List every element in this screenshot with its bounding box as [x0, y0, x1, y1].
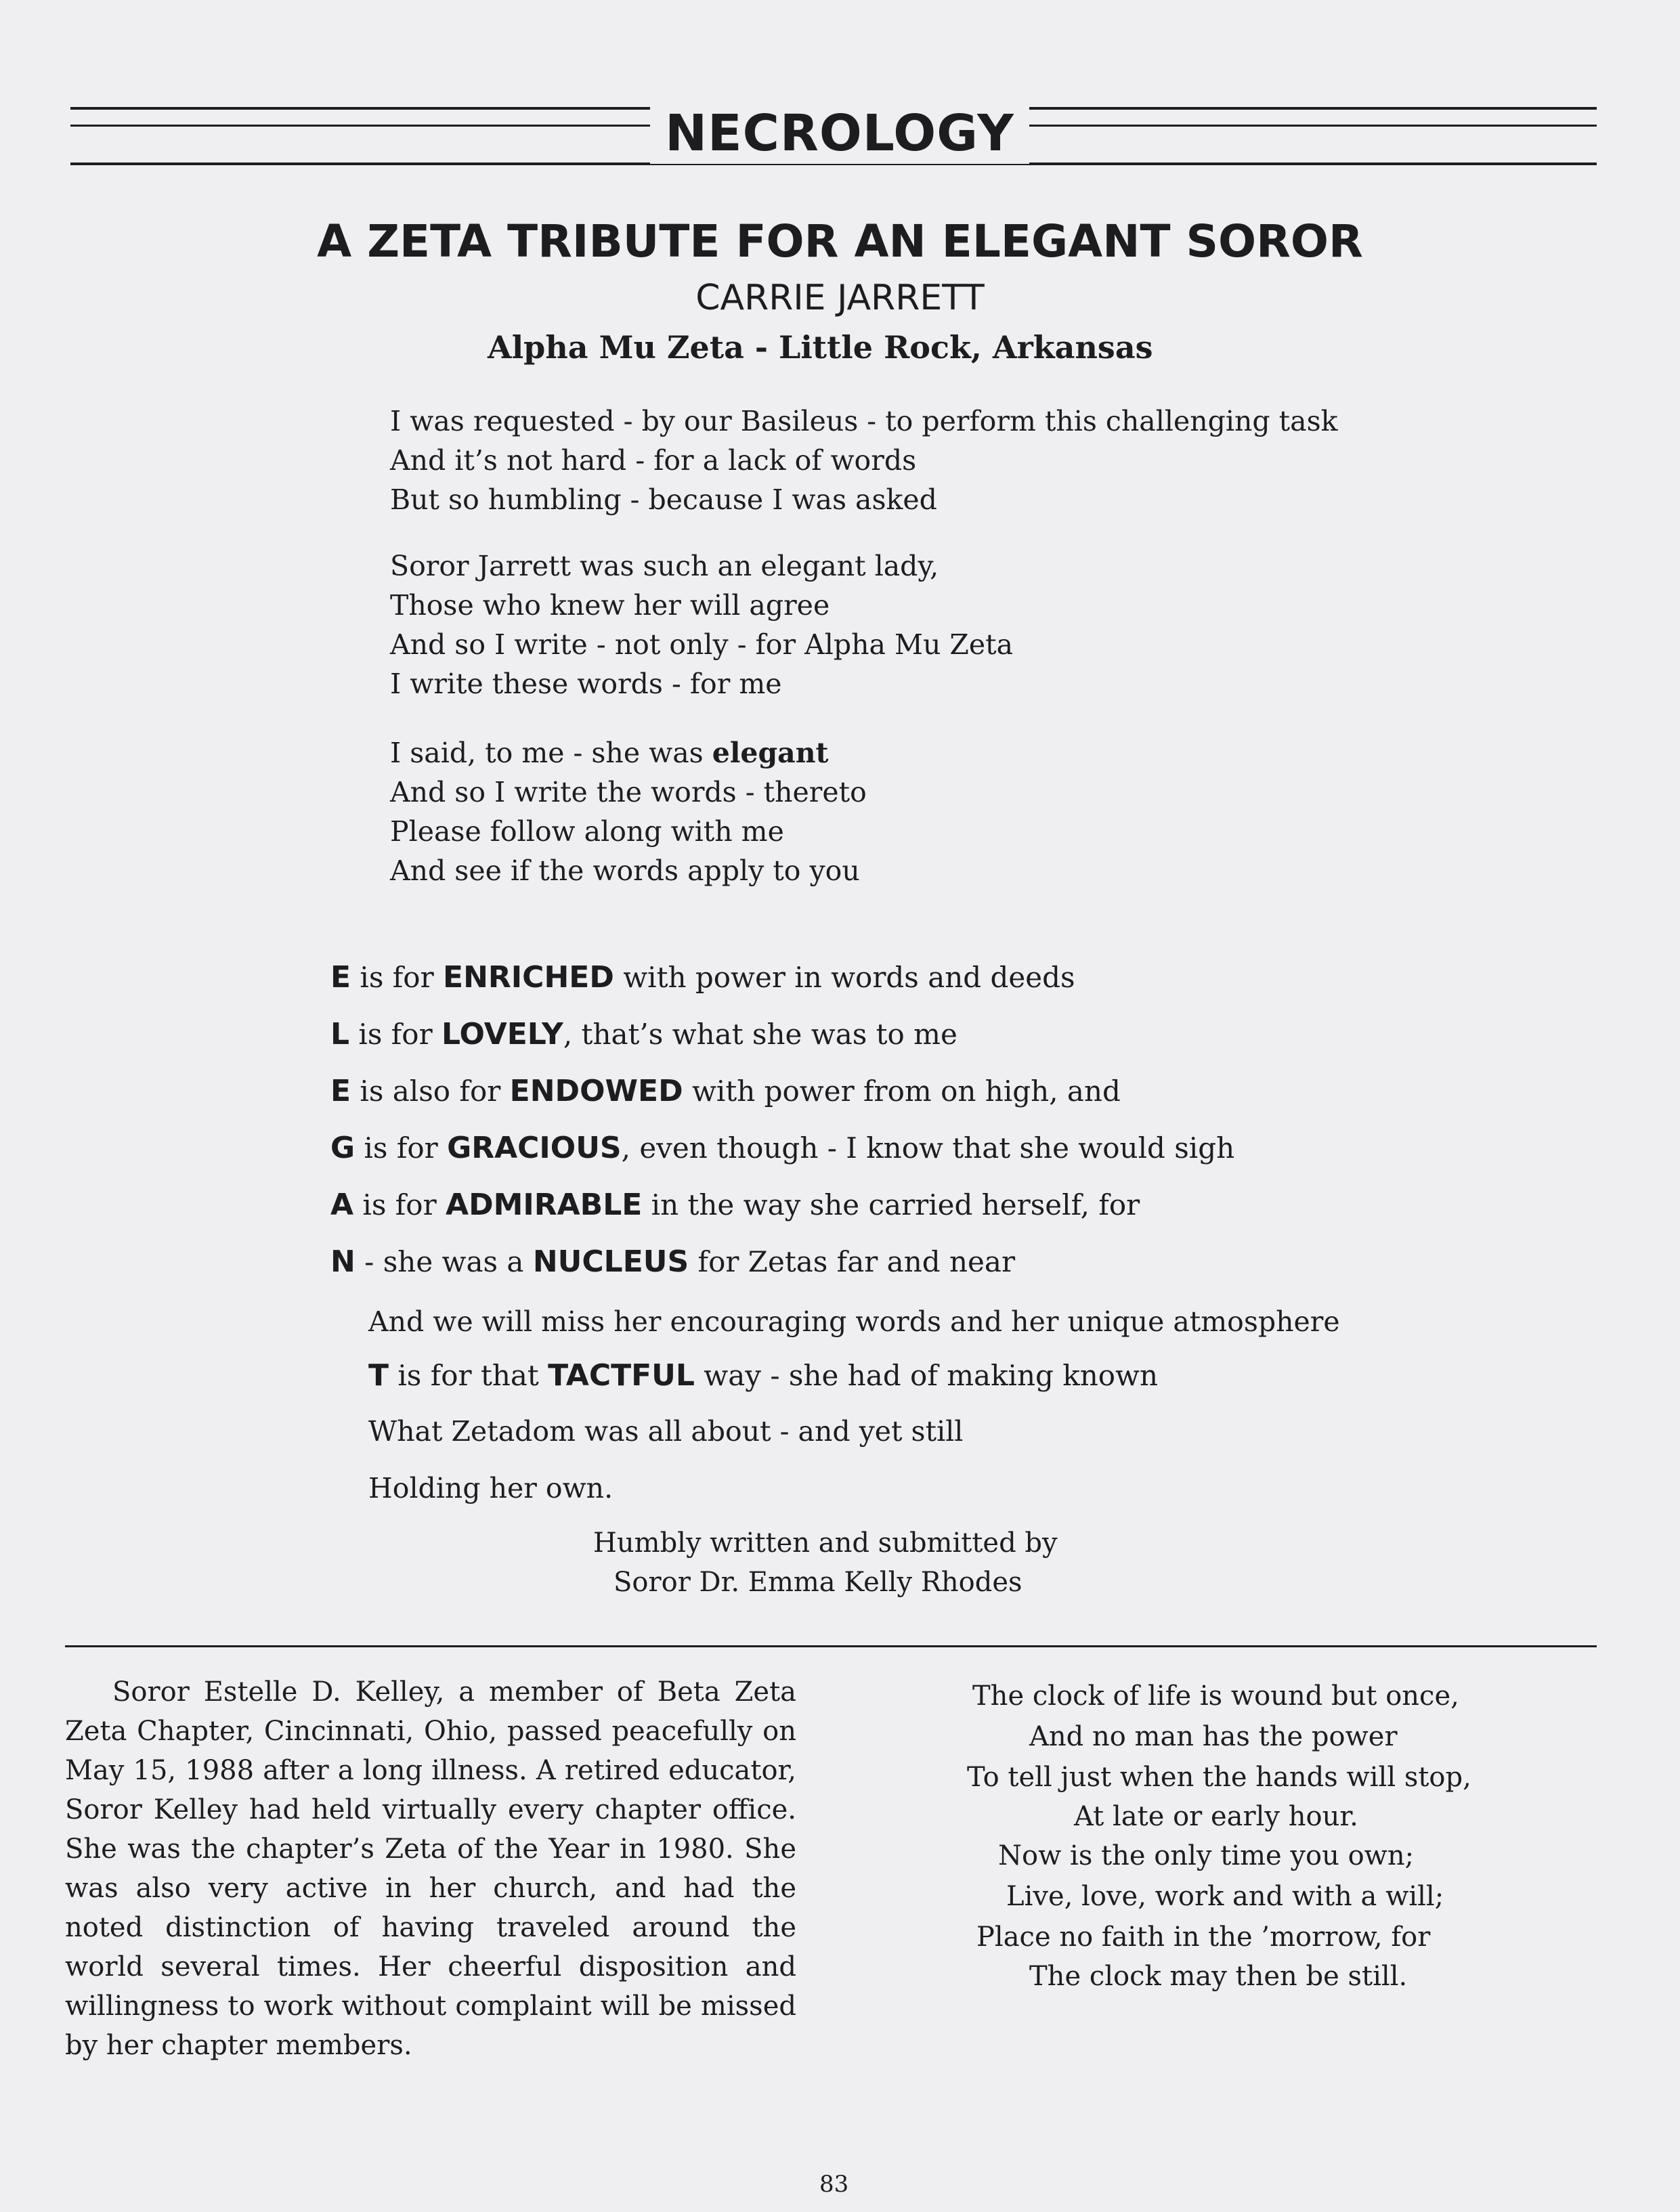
acrostic-text: , that’s what she was to me [563, 1018, 957, 1051]
acrostic-text: , even though - I know that she would sigh [621, 1131, 1235, 1165]
poem-line: I write these words - for me [390, 668, 782, 700]
acrostic-word: ENRICHED [443, 960, 614, 995]
acrostic-word: LOVELY [441, 1017, 563, 1051]
acrostic-text: way - she had of making known [694, 1359, 1159, 1392]
poem-line: But so humbling - because I was asked [390, 483, 937, 516]
verse-line: The clock of life is wound but once, [972, 1680, 1459, 1712]
acrostic-word: NUCLEUS [532, 1244, 689, 1279]
acrostic-word: ENDOWED [509, 1074, 683, 1108]
acrostic-line [330, 1017, 957, 1051]
acrostic-text: with power in words and deeds [613, 961, 1075, 994]
honoree-name: CARRIE JARRETT [695, 278, 985, 318]
poem-line: Holding her own. [368, 1472, 613, 1504]
poem-line: I was requested - by our Basileus - to perform this challenging task [390, 405, 1338, 437]
poem-line: Those who knew her will agree [390, 589, 830, 622]
acrostic-letter: E [330, 960, 351, 995]
poem-line: And so I write - not only - for Alpha Mu Zeta [390, 628, 1014, 661]
poem-text: I said, to me - she was [390, 737, 712, 769]
credit-line: Humbly written and submitted by [593, 1527, 1058, 1559]
verse-line: Now is the only time you own; [998, 1840, 1415, 1871]
acrostic-line [330, 1074, 1121, 1108]
acrostic-line [330, 1244, 1015, 1279]
acrostic-text: is for [349, 1018, 441, 1051]
poem-line: What Zetadom was all about - and yet still [368, 1415, 964, 1448]
acrostic-text: is also for [351, 1075, 510, 1108]
page-number: 83 [819, 2171, 849, 2198]
acrostic-text: with power from on high, and [683, 1075, 1121, 1108]
section-divider [65, 1645, 1597, 1647]
poem-line: And we will miss her encouraging words and her unique atmosphere [368, 1305, 1340, 1338]
acrostic-text: is for [351, 961, 444, 994]
acrostic-text: - she was a [355, 1245, 533, 1278]
acrostic-line [330, 1188, 1140, 1222]
acrostic-line [330, 960, 1075, 995]
section-title: NECROLOGY [650, 103, 1029, 164]
acrostic-letter: G [330, 1131, 356, 1165]
verse-line: Live, love, work and with a will; [1006, 1881, 1444, 1912]
acrostic-letter: N [330, 1244, 356, 1279]
poem-line [390, 737, 828, 769]
acrostic-word: ADMIRABLE [446, 1188, 643, 1222]
acrostic-letter: L [330, 1017, 350, 1051]
acrostic-text: is for [353, 1188, 446, 1221]
verse-line: At late or early hour. [1074, 1801, 1358, 1832]
acrostic-text: is for that [389, 1359, 548, 1392]
acrostic-letter: T [368, 1358, 389, 1393]
obituary-text: Soror Estelle D. Kelley, a member of Beta Zeta Zeta Chapter, Cincinnati, Ohio, passed peacefully on May 15, 1988 after a long illness. A retired educator, Soror Kelley had held virtually every chapter office. She was the chapter’s Zeta of the Year in 1980. She was also very active in her church, and had the noted distinction of having traveled around the world several times. Her cheerful disposition and willingness to work without complaint will be missed by her chapter members. [65, 1676, 796, 2061]
acrostic-letter: E [330, 1074, 351, 1108]
acrostic-text: in the way she carried herself, for [642, 1188, 1140, 1221]
acrostic-line [330, 1131, 1234, 1165]
verse-line: Place no faith in the ’morrow, for [976, 1922, 1431, 1953]
poem-line: Please follow along with me [390, 815, 784, 848]
acrostic-line [368, 1358, 1158, 1393]
acrostic-word: TACTFUL [548, 1358, 695, 1393]
acrostic-word: GRACIOUS [447, 1131, 622, 1165]
tribute-title: A ZETA TRIBUTE FOR AN ELEGANT SOROR [317, 215, 1363, 267]
credit-line: Soror Dr. Emma Kelly Rhodes [613, 1567, 1022, 1598]
poem-line: And it’s not hard - for a lack of words [390, 444, 917, 477]
verse-line: To tell just when the hands will stop, [967, 1762, 1471, 1793]
verse-line: And no man has the power [1029, 1721, 1398, 1752]
acrostic-text: is for [355, 1131, 448, 1165]
acrostic-letter: A [330, 1188, 354, 1222]
verse-line: The clock may then be still. [1029, 1961, 1408, 1992]
poem-line: And so I write the words - thereto [390, 776, 867, 808]
chapter-name: Alpha Mu Zeta - Little Rock, Arkansas [488, 329, 1153, 366]
acrostic-text: for Zetas far and near [689, 1245, 1016, 1278]
poem-line: And see if the words apply to you [390, 854, 860, 887]
poem-line: Soror Jarrett was such an elegant lady, [390, 550, 939, 582]
emphasis-word: elegant [712, 737, 829, 769]
